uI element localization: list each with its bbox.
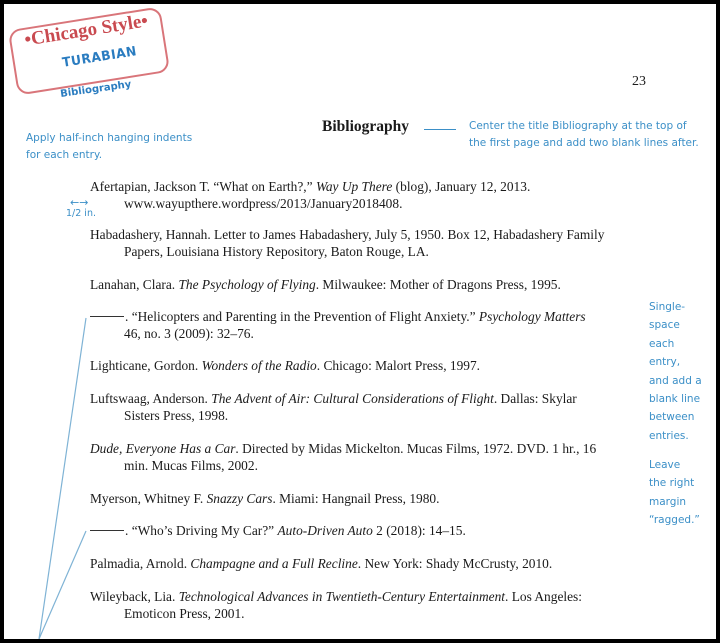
bibliography-entry: Wileyback, Lia. Technological Advances in Twentieth-Century Entertainment. Los Angeles: Emoticon Press, 2001.	[90, 589, 582, 621]
bibliography-entry: Lighticane, Gordon. Wonders of the Radio. Chicago: Malort Press, 1997.	[90, 358, 481, 373]
bibliography-entry: Habadashery, Hannah. Letter to James Habadashery, July 5, 1950. Box 12, Habadashery Family Papers, Louisiana History Repository, Baton Rouge, LA.	[90, 227, 605, 259]
indent-measure: 1/2 in.	[66, 208, 96, 219]
bibliography-entry: . “Helicopters and Parenting in the Prevention of Flight Anxiety.” Psychology Matters 46, no. 3 (2009): 32–76.	[90, 308, 586, 342]
title-note: Center the title Bibliography at the top of the first page and add two blank lines after.	[469, 120, 699, 149]
page-number: 23	[632, 74, 646, 89]
bibliography-entry: Myerson, Whitney F. Snazzy Cars. Miami: Hangnail Press, 1980.	[90, 491, 440, 506]
bibliography-entry: Afertapian, Jackson T. “What on Earth?,” Way Up There (blog), January 12, 2013. www.wayupthere.wordpress/2013/January2018408.	[90, 179, 531, 211]
bibliography-entry: . “Who’s Driving My Car?” Auto-Driven Auto 2 (2018): 14–15.	[90, 522, 466, 539]
bibliography-entry: Palmadia, Arnold. Champagne and a Full Recline. New York: Shady McCrusty, 2010.	[90, 556, 553, 571]
stamp-title: •Chicago Style•	[23, 10, 150, 51]
stamp-subtitle: TURABIAN	[61, 44, 138, 71]
spacing-note: Single- space each entry, and add a blank line between entries.	[649, 301, 702, 442]
double-arrow-icon: ←→	[70, 196, 89, 209]
ragged-margin-note: Leave the right margin “ragged.”	[649, 459, 700, 527]
bibliography-page	[4, 4, 716, 639]
stamp-label: Bibliography	[59, 79, 132, 100]
hanging-indent-note: Apply half-inch hanging indents for each entry.	[26, 132, 193, 161]
bibliography-entry: Dude, Everyone Has a Car. Directed by Midas Mickelton. Mucas Films, 1972. DVD. 1 hr., 16 min. Mucas Films, 2002.	[90, 441, 597, 473]
bibliography-entry: Lanahan, Clara. The Psychology of Flying. Milwaukee: Mother of Dragons Press, 1995.	[90, 277, 561, 292]
dash-pointer-lines	[4, 4, 716, 639]
page-title: Bibliography	[322, 118, 409, 135]
bibliography-entry: Luftswaag, Anderson. The Advent of Air: Cultural Considerations of Flight. Dallas: Skylar Sisters Press, 1998.	[90, 391, 577, 423]
